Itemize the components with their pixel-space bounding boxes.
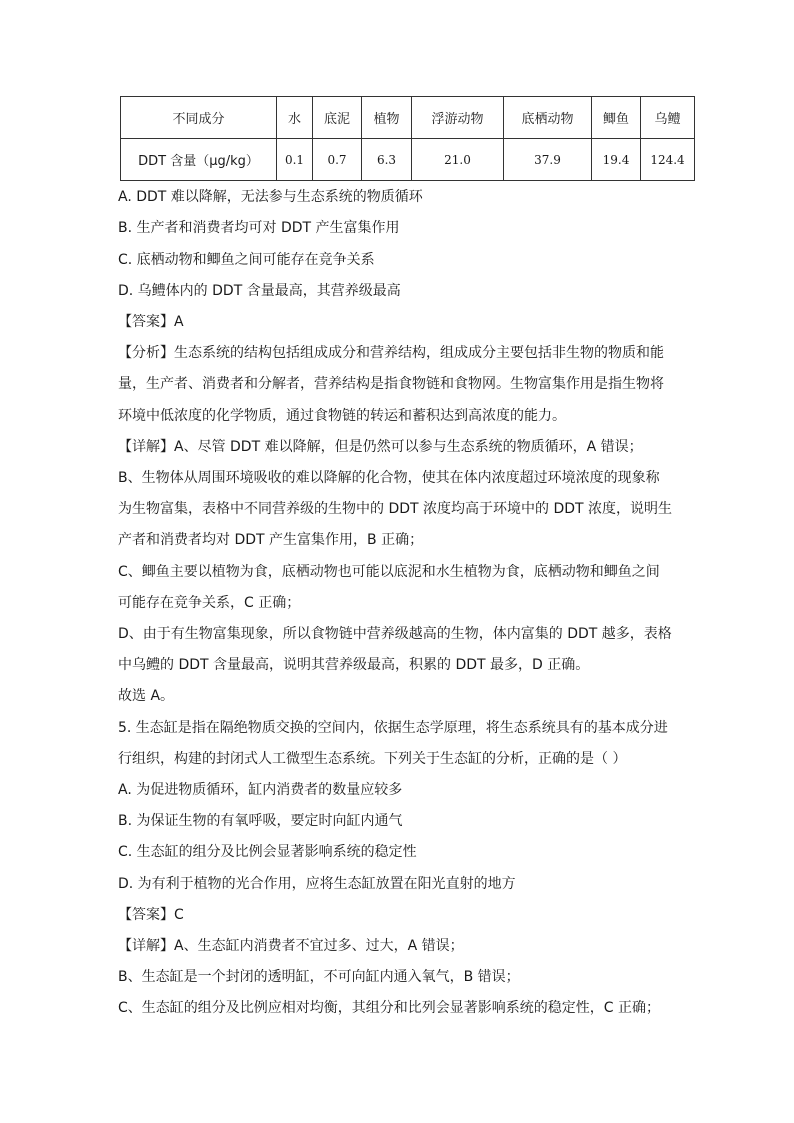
q4-option-b: B. 生产者和消费者均可对 DDT 产生富集作用: [118, 220, 400, 236]
table-cell: 水: [277, 97, 313, 139]
table-cell: 0.1: [277, 139, 313, 181]
q4-option-a: A. DDT 难以降解，无法参与生态系统的物质循环: [118, 189, 423, 205]
table-cell: 37.9: [504, 139, 592, 181]
q4-analysis-line: 环境中低浓度的化学物质，通过食物链的转运和蓄积达到高浓度的能力。: [118, 408, 566, 424]
table-cell: DDT 含量（μg/kg）: [121, 139, 277, 181]
table-data-row: [121, 139, 695, 181]
q5-answer: 【答案】C: [118, 907, 184, 923]
q4-detail-line: 可能存在竞争关系，C 正确；: [118, 595, 301, 611]
table-cell: 19.4: [592, 139, 641, 181]
table-cell: 0.7: [313, 139, 362, 181]
q4-option-c: C. 底栖动物和鲫鱼之间可能存在竞争关系: [118, 252, 375, 268]
q4-conclusion: 故选 A。: [118, 688, 175, 704]
table-cell: 21.0: [412, 139, 504, 181]
table-cell: 乌鳢: [641, 97, 695, 139]
q5-option-b: B. 为保证生物的有氧呼吸，要定时向缸内通气: [118, 813, 403, 829]
table-cell: 底栖动物: [504, 97, 592, 139]
q5-detail-line: 【详解】A、生态缸内消费者不宜过多、过大，A 错误；: [118, 938, 464, 954]
q5-option-c: C. 生态缸的组分及比例会显著影响系统的稳定性: [118, 844, 417, 860]
q5-detail-line: C、生态缸的组分及比例应相对均衡，其组分和比列会显著影响系统的稳定性，C 正确；: [118, 1000, 660, 1016]
q4-detail-line: B、生物体从周围环境吸收的难以降解的化合物，使其在体内浓度超过环境浓度的现象称: [118, 470, 660, 486]
q4-detail-line: 中乌鳢的 DDT 含量最高，说明其营养级最高，积累的 DDT 最多，D 正确。: [118, 657, 590, 673]
table-cell: 鲫鱼: [592, 97, 641, 139]
q5-detail-line: B、生态缸是一个封闭的透明缸，不可向缸内通入氧气，B 错误；: [118, 969, 520, 985]
q5-stem-line: 5. 生态缸是指在隔绝物质交换的空间内，依据生态学原理，将生态系统具有的基本成分进: [118, 720, 668, 736]
q4-analysis-line: 量，生产者、消费者和分解者，营养结构是指食物链和食物网。生物富集作用是指生物将: [118, 376, 664, 392]
q4-detail-line: 为生物富集，表格中不同营养级的生物中的 DDT 浓度均高于环境中的 DDT 浓度，说明生: [118, 501, 673, 517]
table-cell: 不同成分: [121, 97, 277, 139]
q4-detail-line: 产者和消费者均对 DDT 产生富集作用，B 正确；: [118, 532, 424, 548]
q4-detail-line: D、由于有生物富集现象，所以食物链中营养级越高的生物，体内富集的 DDT 越多，表格: [118, 626, 672, 642]
table-cell: 124.4: [641, 139, 695, 181]
q4-answer: 【答案】A: [118, 314, 184, 330]
ddt-content-table: [120, 96, 695, 181]
q4-detail-line: C、鲫鱼主要以植物为食，底栖动物也可能以底泥和水生植物为食，底栖动物和鲫鱼之间: [118, 564, 660, 580]
table-cell: 底泥: [313, 97, 362, 139]
table-cell: 植物: [362, 97, 412, 139]
q4-detail-line: 【详解】A、尽管 DDT 难以降解，但是仍然可以参与生态系统的物质循环，A 错误；: [118, 439, 643, 455]
table-header-row: [121, 97, 695, 139]
table-cell: 6.3: [362, 139, 412, 181]
q5-stem-line: 行组织，构建的封闭式人工微型生态系统。下列关于生态缸的分析，正确的是（ ）: [118, 751, 627, 767]
q4-analysis-line: 【分析】生态系统的结构包括组成成分和营养结构，组成成分主要包括非生物的物质和能: [118, 345, 664, 361]
q5-option-a: A. 为促进物质循环，缸内消费者的数量应较多: [118, 782, 403, 798]
table-cell: 浮游动物: [412, 97, 504, 139]
q5-option-d: D. 为有利于植物的光合作用，应将生态缸放置在阳光直射的地方: [118, 876, 516, 892]
q4-option-d: D. 乌鳢体内的 DDT 含量最高，其营养级最高: [118, 283, 401, 299]
